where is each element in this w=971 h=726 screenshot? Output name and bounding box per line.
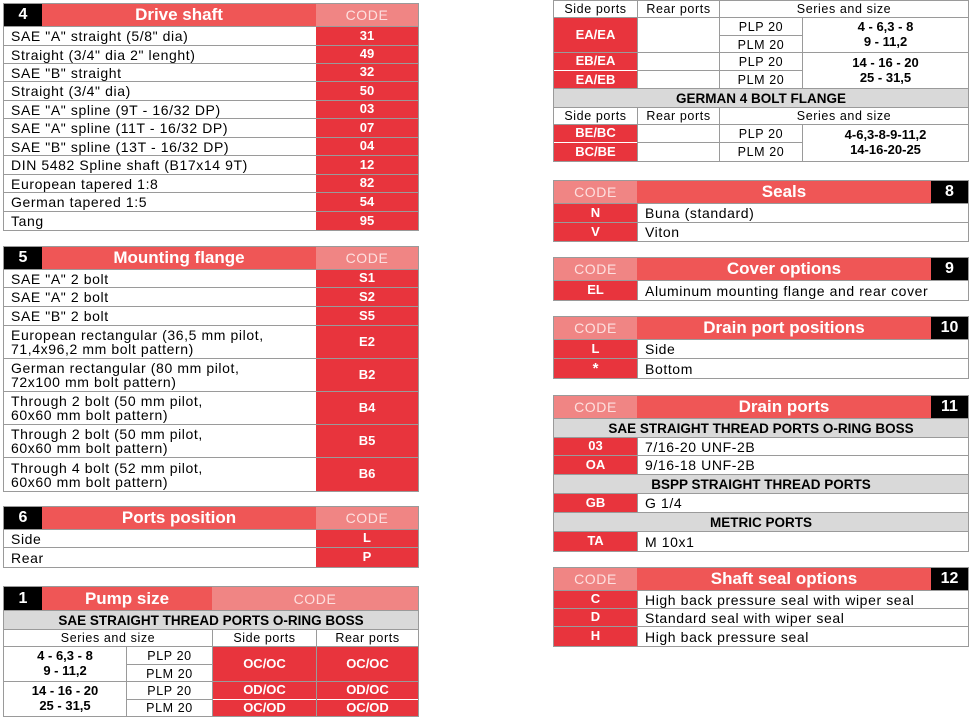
table-header <box>554 396 968 419</box>
section-title: Drive shaft <box>42 4 316 26</box>
plate-label: PLM 20 <box>737 37 785 52</box>
table-row <box>554 359 968 378</box>
option-description: High back pressure seal with wiper seal <box>637 591 968 608</box>
option-description: German rectangular (80 mm pilot, 72x100 mm bolt pattern) <box>11 360 240 390</box>
section-title: Drain port positions <box>637 317 931 339</box>
option-description: SAE "B" spline (13T - 16/32 DP) <box>11 138 230 155</box>
option-code: S2 <box>316 288 418 306</box>
option-description: Through 2 bolt (50 mm pilot, 60x60 mm bolt pattern) <box>11 426 203 456</box>
option-description: G 1/4 <box>637 494 968 512</box>
option-code: * <box>554 359 637 378</box>
option-description: DIN 5482 Spline shaft (B17x14 9T) <box>11 157 248 173</box>
plate-label: PLP 20 <box>720 53 802 71</box>
subheader-label: SAE STRAIGHT THREAD PORTS O-RING BOSS <box>554 419 968 437</box>
code-header: CODE <box>316 507 418 529</box>
drain-ports-table <box>553 395 969 552</box>
section-subheader <box>554 475 968 494</box>
table-row <box>4 647 418 682</box>
section-number: 5 <box>4 247 42 269</box>
option-description: SAE "B" straight <box>11 64 122 81</box>
option-description: Viton <box>637 223 968 241</box>
option-code: L <box>554 340 637 358</box>
col-side-ports: Side ports <box>564 2 627 16</box>
plate-label: PLM 20 <box>737 73 785 87</box>
table-row <box>4 530 418 548</box>
code-header: CODE <box>554 396 637 418</box>
section-number: 4 <box>4 4 42 26</box>
option-description: Tang <box>11 213 44 229</box>
pump-size-table <box>3 586 419 717</box>
section-subheader <box>554 513 968 532</box>
table-row <box>4 425 418 458</box>
option-description: 9/16-18 UNF-2B <box>637 456 968 474</box>
table-row <box>554 204 968 223</box>
table-row <box>4 212 418 230</box>
table-row <box>4 82 418 101</box>
side-port-code: OC/OD <box>213 700 316 716</box>
option-description: German tapered 1:5 <box>11 194 148 210</box>
table-row <box>4 359 418 392</box>
rear-port-code: OD/OC <box>317 682 418 700</box>
section-number: 6 <box>4 507 42 529</box>
plate-cell <box>719 18 802 52</box>
section-title: Pump size <box>42 587 212 610</box>
section-title: Cover options <box>637 258 931 280</box>
table-row <box>554 340 968 359</box>
table-row <box>554 18 968 53</box>
section-title: Ports position <box>42 507 316 529</box>
option-code: 12 <box>316 156 418 174</box>
option-description: Straight (3/4" dia 2" lenght) <box>11 46 196 63</box>
table-row <box>554 223 968 241</box>
port-options-table <box>553 0 969 162</box>
option-description: European rectangular (36,5 mm pilot, 71,4x96,2 mm bolt pattern) <box>11 327 264 357</box>
col-series: Series and size <box>719 1 968 17</box>
plate-label: PLP 20 <box>720 18 802 36</box>
option-code: D <box>554 609 637 626</box>
option-description: 7/16-20 UNF-2B <box>637 438 968 455</box>
option-code: TA <box>554 532 637 551</box>
plate-label: PLM 20 <box>146 701 193 715</box>
side-port-code: EB/EA <box>554 53 637 71</box>
option-description: Aluminum mounting flange and rear cover <box>637 281 968 300</box>
option-description: SAE "B" 2 bolt <box>11 308 109 324</box>
option-description: European tapered 1:8 <box>11 175 159 192</box>
option-code: 03 <box>554 438 637 455</box>
plate-label: PLM 20 <box>737 145 785 159</box>
section-title: Seals <box>637 181 931 203</box>
option-description: Through 2 bolt (50 mm pilot, 60x60 mm bolt pattern) <box>11 393 203 423</box>
series-size: 4 - 6,3 - 8 9 - 11,2 <box>802 18 968 52</box>
table-row <box>4 119 418 138</box>
table-header <box>4 247 418 270</box>
code-header: CODE <box>316 247 418 269</box>
drain-port-positions-table <box>553 316 969 379</box>
option-code: GB <box>554 494 637 512</box>
option-description: Straight (3/4" dia) <box>11 83 131 99</box>
table-row <box>4 138 418 156</box>
table-row <box>554 456 968 475</box>
section-title: Mounting flange <box>42 247 316 269</box>
section-title: Shaft seal options <box>637 568 931 590</box>
plate-cell <box>719 53 802 88</box>
section-number: 11 <box>931 396 968 418</box>
code-header: CODE <box>554 317 637 339</box>
option-code: V <box>554 223 637 241</box>
series-size: 4 - 6,3 - 8 9 - 11,2 <box>37 648 93 678</box>
side-port-code: BC/BE <box>554 143 637 161</box>
table-row <box>4 175 418 193</box>
section-number: 9 <box>931 258 968 280</box>
section-subheader <box>4 611 418 630</box>
section-number: 8 <box>931 181 968 203</box>
table-row <box>554 281 968 300</box>
table-row <box>4 682 418 716</box>
table-row <box>554 591 968 609</box>
option-description: SAE "A" 2 bolt <box>11 289 109 305</box>
series-size: 14 - 16 - 20 25 - 31,5 <box>31 683 99 713</box>
table-row <box>4 27 418 46</box>
table-row <box>4 156 418 175</box>
table-row <box>4 46 418 64</box>
table-row <box>554 627 968 646</box>
table-row <box>554 609 968 627</box>
side-port-code: BE/BC <box>554 125 637 143</box>
plate-label: PLP 20 <box>720 125 802 143</box>
code-header: CODE <box>316 4 418 26</box>
seals-table <box>553 180 969 242</box>
section-number: 10 <box>931 317 968 339</box>
option-description: Side <box>11 530 42 547</box>
table-header <box>554 568 968 591</box>
option-code: 07 <box>316 119 418 137</box>
plate-cell <box>719 125 802 161</box>
table-row <box>4 548 418 567</box>
option-description: SAE "A" spline (11T - 16/32 DP) <box>11 120 229 136</box>
table-row <box>4 101 418 119</box>
option-code: S5 <box>316 307 418 325</box>
option-description: Through 4 bolt (52 mm pilot, 60x60 mm bolt pattern) <box>11 459 203 490</box>
table-row <box>4 392 418 425</box>
column-headers <box>554 108 968 125</box>
table-header <box>554 317 968 340</box>
option-code: B6 <box>316 458 418 491</box>
table-row <box>4 288 418 307</box>
plate-cell <box>126 682 212 716</box>
subheader-label: GERMAN 4 BOLT FLANGE <box>554 89 968 107</box>
rear-port-cells <box>316 682 418 716</box>
column-headers <box>4 630 418 647</box>
side-port-code: OC/OC <box>212 647 316 681</box>
series-size: 4-6,3-8-9-11,2 14-16-20-25 <box>802 125 968 161</box>
table-header <box>554 181 968 204</box>
option-code: C <box>554 591 637 608</box>
subheader-label: METRIC PORTS <box>554 513 968 531</box>
option-code: 50 <box>316 82 418 100</box>
table-row <box>554 438 968 456</box>
option-description: Buna (standard) <box>637 204 968 222</box>
subheader-label: SAE STRAIGHT THREAD PORTS O-RING BOSS <box>4 611 418 629</box>
col-rear-ports: Rear ports <box>637 108 719 124</box>
table-row <box>4 326 418 359</box>
table-row <box>4 64 418 82</box>
table-row <box>4 270 418 288</box>
side-port-cells <box>554 125 637 161</box>
option-code: 95 <box>316 212 418 230</box>
subheader-label: BSPP STRAIGHT THREAD PORTS <box>554 475 968 493</box>
section-subheader <box>554 89 968 108</box>
option-description: Side <box>637 340 968 358</box>
column-headers <box>554 1 968 18</box>
option-code: N <box>554 204 637 222</box>
option-description: SAE "A" straight (5/8" dia) <box>11 28 189 44</box>
option-code: 31 <box>316 27 418 45</box>
table-header <box>4 4 418 27</box>
code-header: CODE <box>554 568 637 590</box>
option-description: Bottom <box>637 359 968 378</box>
section-number: 12 <box>931 568 968 590</box>
plate-label: PLP 20 <box>127 682 212 700</box>
table-header <box>4 587 418 611</box>
table-row <box>4 193 418 212</box>
col-side-ports: Side ports <box>212 630 316 646</box>
table-header <box>4 507 418 530</box>
option-description: SAE "A" spline (9T - 16/32 DP) <box>11 101 221 118</box>
option-code: 03 <box>316 101 418 118</box>
table-header <box>554 258 968 281</box>
side-port-code: OD/OC <box>213 682 316 700</box>
rear-port-code: OC/OC <box>316 647 418 681</box>
plate-label: PLP 20 <box>127 647 212 665</box>
option-code: B5 <box>316 425 418 457</box>
plate-cell <box>126 647 212 681</box>
option-description: Rear <box>11 549 44 566</box>
plate-label: PLM 20 <box>146 666 193 681</box>
table-row <box>4 458 418 491</box>
option-code: 04 <box>316 138 418 155</box>
shaft-seal-options-table <box>553 567 969 647</box>
option-code: B4 <box>316 392 418 424</box>
option-code: L <box>316 530 418 547</box>
code-header: CODE <box>554 258 637 280</box>
code-header: CODE <box>212 587 418 610</box>
option-code: 32 <box>316 64 418 81</box>
option-code: 82 <box>316 175 418 192</box>
code-header: CODE <box>554 181 637 203</box>
drive-shaft-table <box>3 3 419 231</box>
series-size: 14 - 16 - 20 25 - 31,5 <box>802 53 968 88</box>
option-description: High back pressure seal <box>637 627 968 646</box>
rear-port-code: OC/OD <box>317 700 418 716</box>
table-row <box>554 532 968 551</box>
option-code: B2 <box>316 359 418 391</box>
option-description: SAE "A" 2 bolt <box>11 270 109 287</box>
option-code: 54 <box>316 193 418 211</box>
section-number: 1 <box>4 587 42 610</box>
rear-port-empty <box>637 53 719 88</box>
table-row <box>4 307 418 326</box>
section-subheader <box>554 419 968 438</box>
side-port-code: EA/EB <box>554 71 637 88</box>
side-port-cells <box>212 682 316 716</box>
table-row <box>554 494 968 513</box>
option-code: EL <box>554 281 637 300</box>
option-description: Standard seal with wiper seal <box>637 609 968 626</box>
side-port-code: EA/EA <box>554 18 637 52</box>
rear-port-empty <box>637 125 719 161</box>
col-side-ports: Side ports <box>564 109 627 123</box>
col-rear-ports: Rear ports <box>637 1 719 17</box>
option-code: OA <box>554 456 637 474</box>
option-code: P <box>316 548 418 567</box>
table-row <box>554 53 968 89</box>
col-rear-ports: Rear ports <box>316 630 418 646</box>
option-code: 49 <box>316 46 418 63</box>
option-description: M 10x1 <box>637 532 968 551</box>
ports-position-table <box>3 506 419 568</box>
section-title: Drain ports <box>637 396 931 418</box>
col-series: Series and size <box>60 631 156 645</box>
mounting-flange-table <box>3 246 419 492</box>
cover-options-table <box>553 257 969 301</box>
rear-port-empty <box>637 18 719 52</box>
option-code: E2 <box>316 326 418 358</box>
side-port-cells <box>554 53 637 88</box>
table-row <box>554 125 968 161</box>
option-code: S1 <box>316 270 418 287</box>
option-code: H <box>554 627 637 646</box>
col-series: Series and size <box>719 108 968 124</box>
